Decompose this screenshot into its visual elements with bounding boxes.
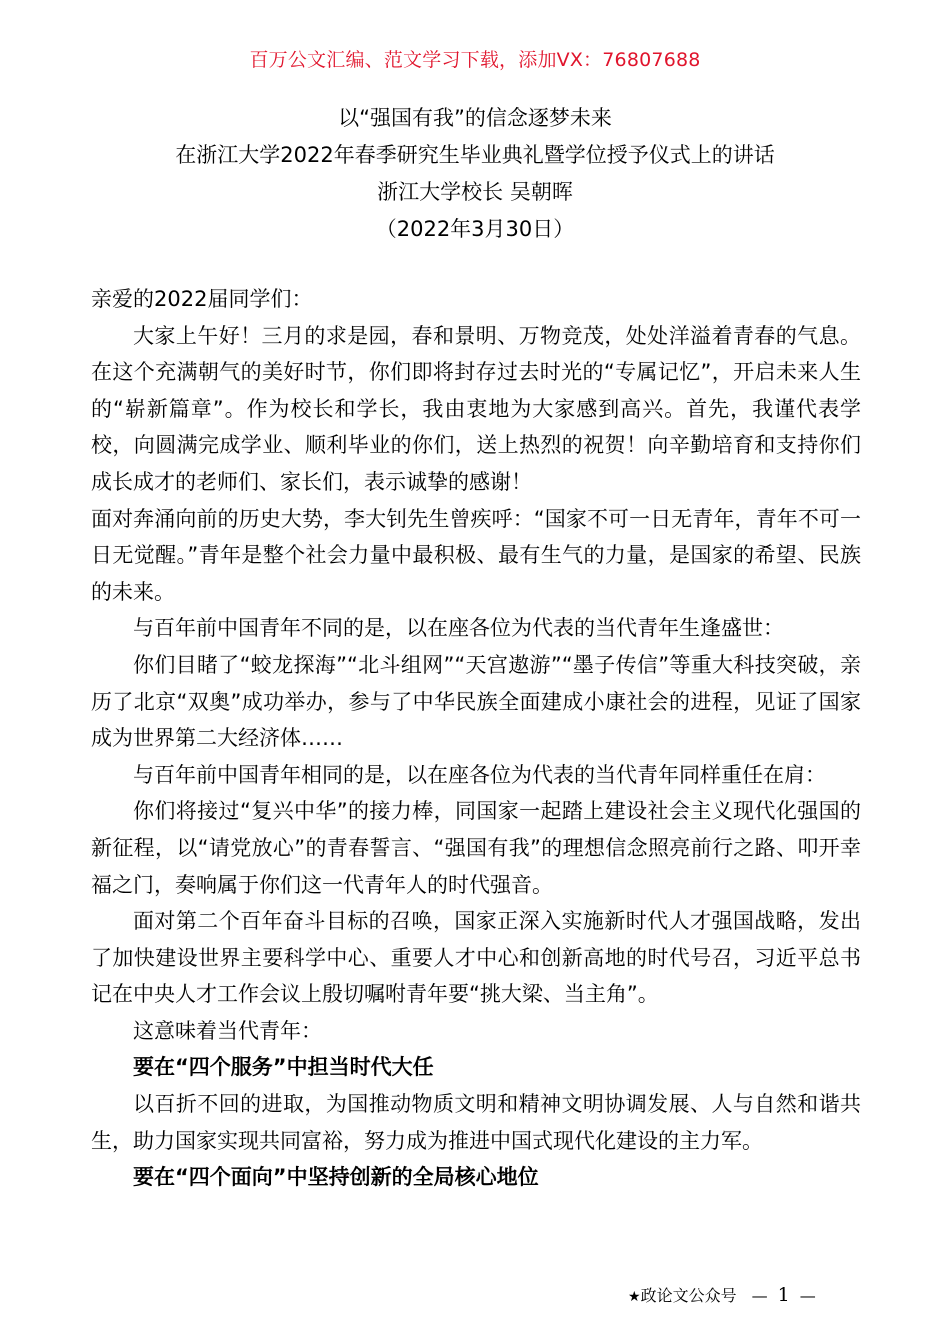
footer-source: 政论文公众号 — [640, 1286, 737, 1305]
salutation: 亲爱的2022届同学们： — [91, 287, 313, 311]
paragraph: 以百折不回的进取，为国推动物质文明和精神文明协调发展、人与自然和谐共生，助力国家实现共同富裕，努力成为推进中国式现代化建设的主力军。 — [91, 1092, 861, 1153]
paragraph: 这意味着当代青年： — [133, 1018, 322, 1043]
page-footer — [628, 1281, 826, 1311]
footer-dash-left: — — [751, 1286, 768, 1305]
document-date: （2022年3月30日） — [375, 217, 575, 241]
paragraph: 面对第二个百年奋斗目标的召唤，国家正深入实施新时代人才强国战略，发出了加快建设世界主要科学中心、重要人才中心和创新高地的时代号召，习近平总书记在中央人才工作会议上殷切嘱咐青年要“挑大梁、当主角”。 — [91, 909, 861, 1007]
footer-dash-right: — — [799, 1286, 816, 1305]
paragraph: 你们将接过“复兴中华”的接力棒，同国家一起踏上建设社会主义现代化强国的新征程，以“请党放心”的青春誓言、“强国有我”的理想信念照亮前行之路、叩开幸福之门，奏响属于你们这一代青年人的时代强音。 — [91, 799, 861, 897]
page-number: 1 — [777, 1284, 790, 1306]
document-body — [91, 281, 861, 1196]
document-author: 浙江大学校长 吴朝晖 — [377, 180, 573, 204]
header-watermark-note: 百万公文汇编、范文学习下载，添加VX：76807688 — [249, 49, 701, 71]
title-block — [0, 100, 950, 248]
paragraph: 面对奔涌向前的历史大势，李大钊先生曾疾呼：“国家不可一日无青年，青年不可一日无觉醒。”青年是整个社会力量中最积极、最有生气的力量，是国家的希望、民族的未来。 — [91, 506, 861, 604]
paragraph: 你们目睹了“蛟龙探海”“北斗组网”“天宫遨游”“墨子传信”等重大科技突破，亲历了北京“双奥”成功举办，参与了中华民族全面建成小康社会的进程，见证了国家成为世界第二大经济体…… — [91, 652, 861, 751]
paragraph: 与百年前中国青年相同的是，以在座各位为代表的当代青年同样重任在肩： — [133, 762, 826, 787]
document-title: 以“强国有我”的信念逐梦未来 — [338, 106, 612, 130]
section-heading: 要在“四个面向”中坚持创新的全局核心地位 — [133, 1165, 539, 1190]
document-subtitle: 在浙江大学2022年春季研究生毕业典礼暨学位授予仪式上的讲话 — [175, 143, 775, 167]
star-icon: ★ — [628, 1289, 641, 1305]
paragraph: 与百年前中国青年不同的是，以在座各位为代表的当代青年生逢盛世： — [133, 616, 784, 641]
section-heading: 要在“四个服务”中担当时代大任 — [133, 1055, 434, 1080]
paragraph: 大家上午好！三月的求是园，春和景明、万物竞茂，处处洋溢着青春的气息。在这个充满朝气的美好时节，你们即将封存过去时光的“专属记忆”，开启未来人生的“崭新篇章”。作为校长和学长，我由衷地为大家感到高兴。首先，我谨代表学校，向圆满完成学业、顺利毕业的你们，送上热烈的祝贺！向辛勤培育和支持你们成长成才的老师们、家长们，表示诚挚的感谢！ — [91, 323, 861, 494]
